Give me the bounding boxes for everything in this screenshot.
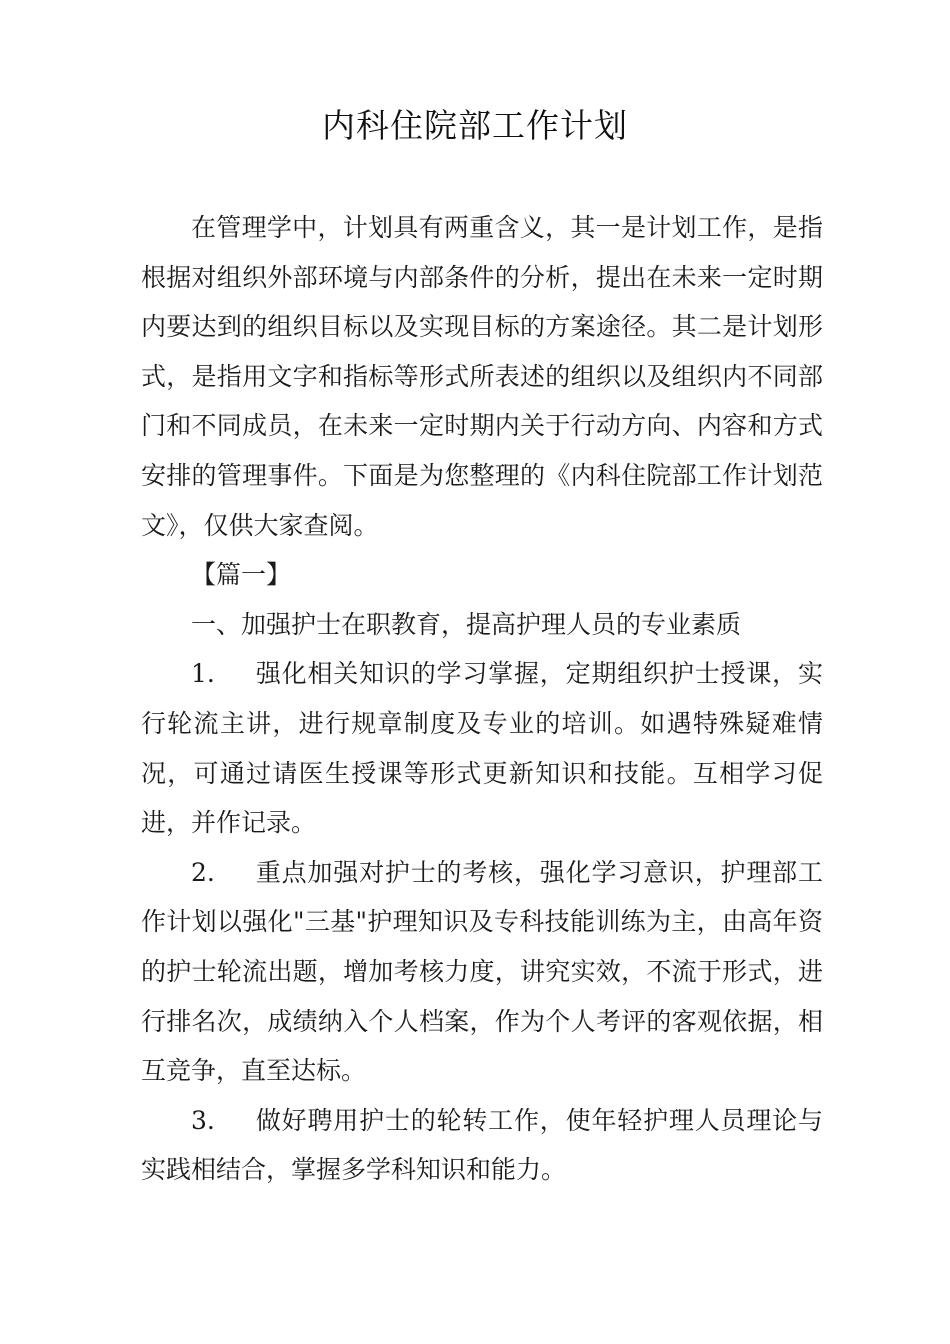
list-item-text: 强化相关知识的学习掌握，定期组织护士授课，实行轮流主讲，进行规章制度及专业的培训。如遇特殊疑难情况，可通过请医生授课等形式更新知识和技能。互相学习促进，并作记录。 xyxy=(141,659,823,838)
section-heading: 一、加强护士在职教育，提高护理人员的专业素质 xyxy=(191,609,742,639)
document-body xyxy=(141,203,823,1195)
list-item-text: 重点加强对护士的考核，强化学习意识，护理部工作计划以强化"三基"护理知识及专科技能训练为主，由高年资的护士轮流出题，增加考核力度，讲究实效，不流于形式，进行排名次，成绩纳入个人档案，作为个人考评的客观依据，相互竞争，直至达标。 xyxy=(141,857,823,1086)
list-item xyxy=(141,848,823,1096)
list-item-number: 2. xyxy=(191,857,215,887)
intro-paragraph: 在管理学中，计划具有两重含义，其一是计划工作，是指根据对组织外部环境与内部条件的分析，提出在未来一定时期内要达到的组织目标以及实现目标的方案途径。其二是计划形式，是指用文字和指标等形式所表述的组织以及组织内不同部门和不同成员，在未来一定时期内关于行动方向、内容和方式安排的管理事件。下面是为您整理的《内科住院部工作计划范文》，仅供大家查阅。 xyxy=(141,213,823,540)
section-label: 【篇一】 xyxy=(191,560,292,590)
list-item xyxy=(141,1096,823,1195)
list-item-number: 1. xyxy=(191,659,215,689)
list-item-number: 3. xyxy=(191,1105,215,1135)
list-item-text: 做好聘用护士的轮转工作，使年轻护理人员理论与实践相结合，掌握多学科知识和能力。 xyxy=(141,1105,823,1185)
document-title: 内科住院部工作计划 xyxy=(322,106,628,145)
list-item xyxy=(141,649,823,847)
